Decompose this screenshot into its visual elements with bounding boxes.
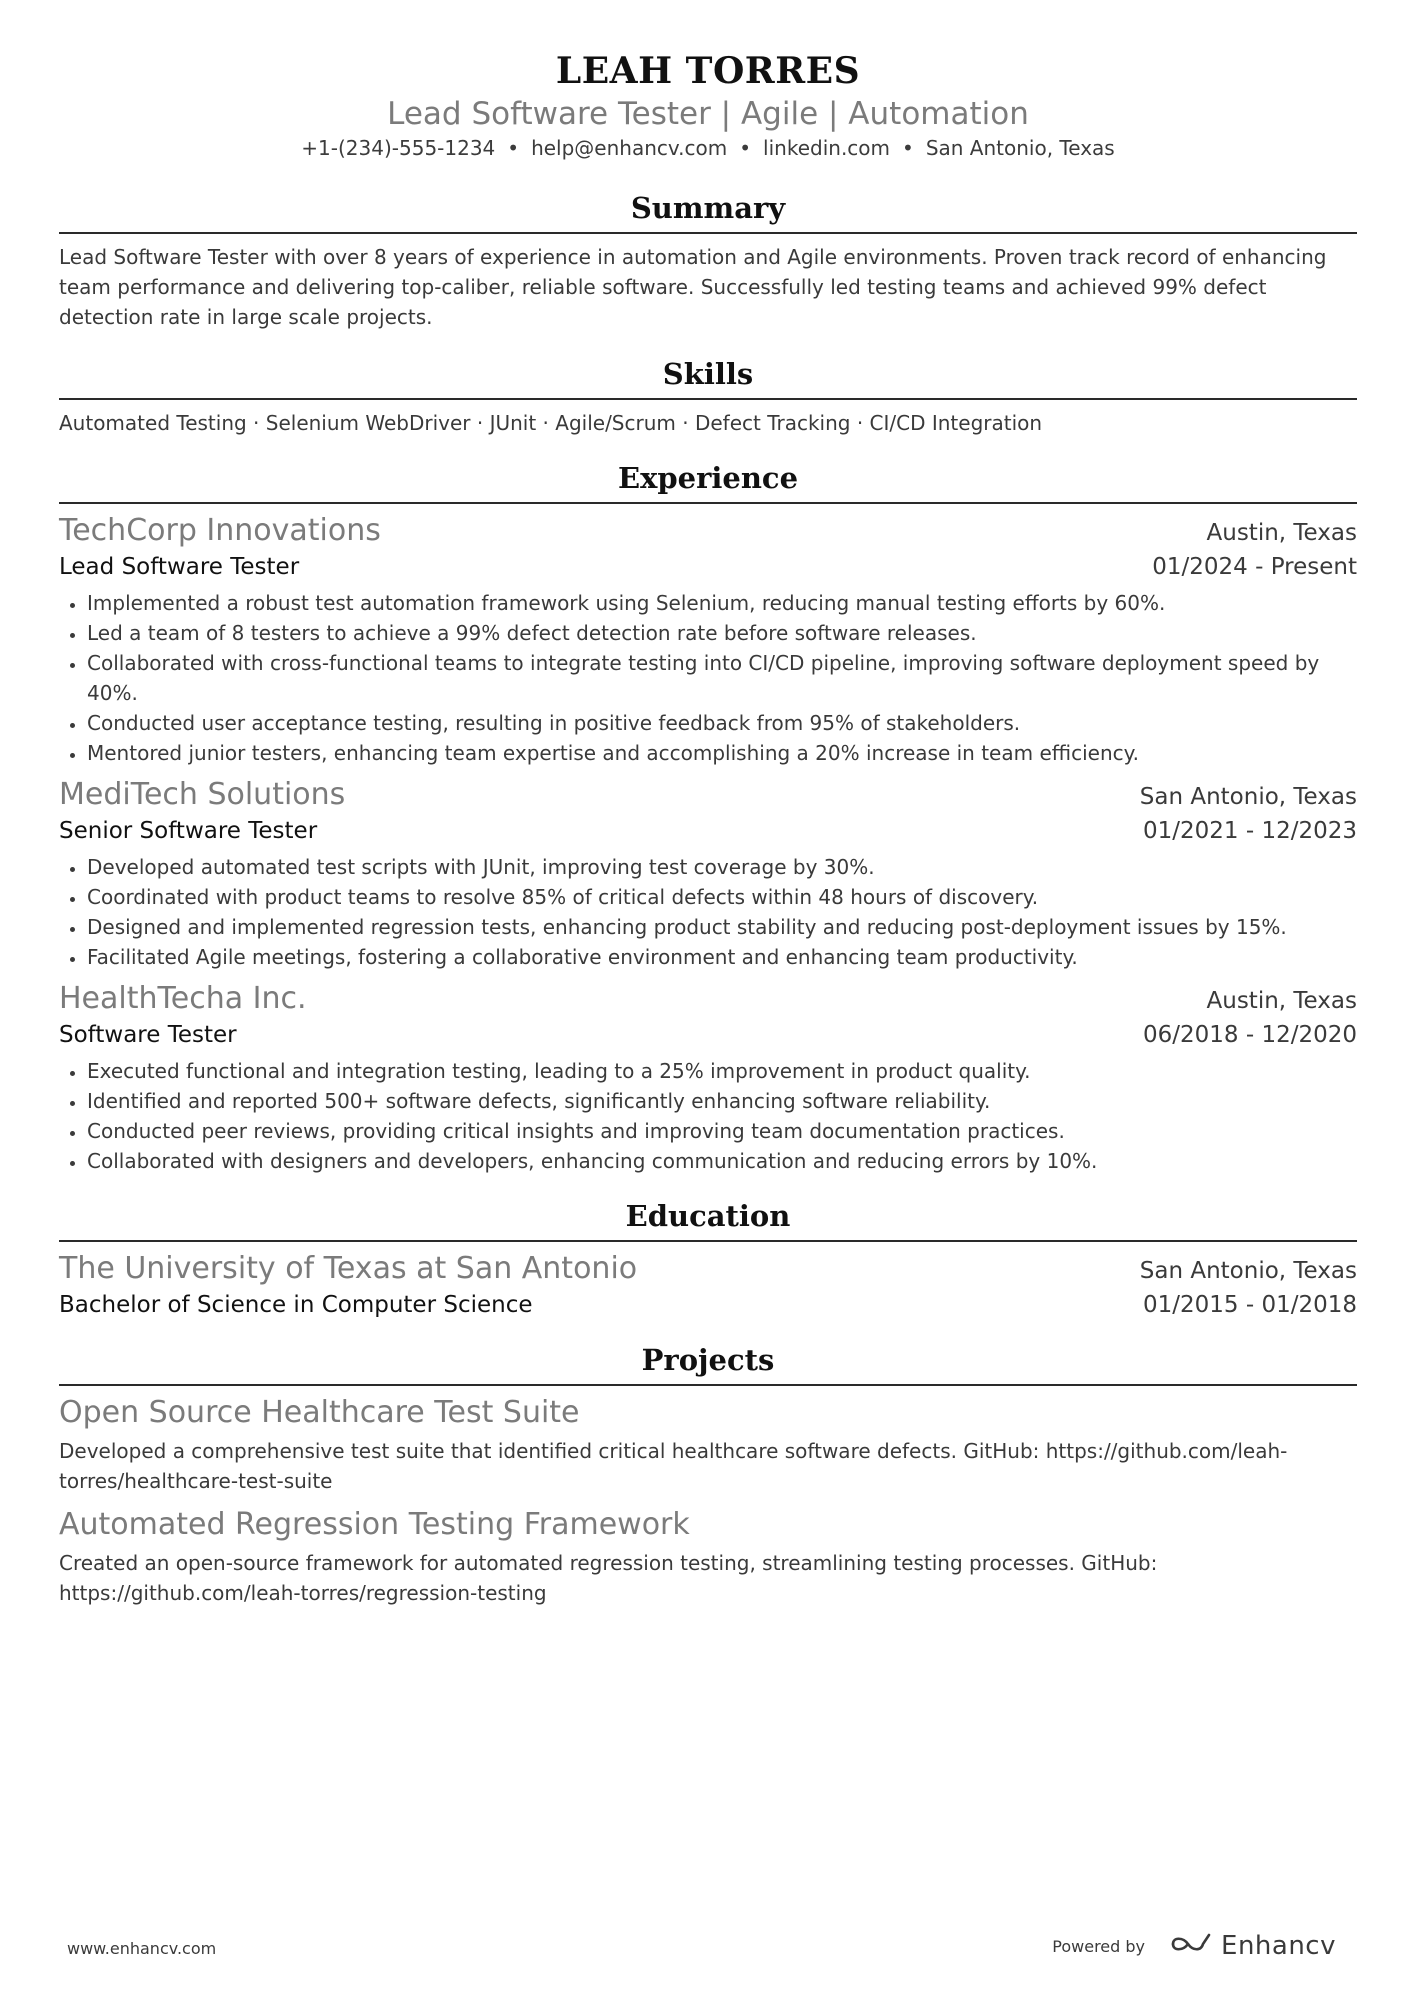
achievement-item: • Mentored junior testers, enhancing team expertise and accomplishing a 20% increase in team efficiency. bbox=[87, 738, 1357, 768]
candidate-name: LEAH TORRES bbox=[555, 50, 861, 92]
section-divider bbox=[59, 502, 1357, 504]
candidate-headline: Lead Software Tester | Agile | Automation bbox=[387, 96, 1029, 132]
job-title: Software Tester bbox=[59, 1022, 237, 1048]
experience-entry bbox=[59, 980, 1357, 1176]
achievement-item: • Led a team of 8 testers to achieve a 99% defect detection rate before software releases. bbox=[87, 618, 1357, 648]
experience-entry bbox=[59, 512, 1357, 768]
achievement-item: • Coordinated with product teams to resolve 85% of critical defects within 48 hours of discovery. bbox=[87, 882, 1357, 912]
project-name: Open Source Healthcare Test Suite bbox=[59, 1395, 580, 1430]
skills-title: Skills bbox=[662, 357, 754, 391]
experience-title: Experience bbox=[617, 461, 799, 495]
achievement-item: • Facilitated Agile meetings, fostering a collaborative environment and enhancing team productivity. bbox=[87, 942, 1357, 972]
skills-list: Automated Testing · Selenium WebDriver · JUnit · Agile/Scrum · Defect Tracking · CI/CD Integration bbox=[59, 411, 1043, 435]
section-divider bbox=[59, 232, 1357, 234]
experience-section bbox=[59, 458, 1357, 1176]
project-name: Automated Regression Testing Framework bbox=[59, 1507, 690, 1542]
achievement-item: • Executed functional and integration testing, leading to a 25% improvement in product quality. bbox=[87, 1056, 1357, 1086]
skills-section bbox=[59, 354, 1357, 438]
job-title: Lead Software Tester bbox=[59, 554, 300, 580]
company-name: TechCorp Innovations bbox=[59, 513, 381, 548]
experience-entry bbox=[59, 776, 1357, 972]
achievement-item: • Conducted peer reviews, providing critical insights and improving team documentation practices. bbox=[87, 1116, 1357, 1146]
summary-text: Lead Software Tester with over 8 years of experience in automation and Agile environments. Proven track record of enhancing team performance and delivering top-caliber, reliable software. Successfully led testing teams and achieved 99% defect detection rate in large scale projects. bbox=[59, 245, 1327, 329]
projects-title: Projects bbox=[641, 1343, 775, 1377]
school-location: San Antonio, Texas bbox=[1139, 1258, 1357, 1284]
projects-section bbox=[59, 1340, 1357, 1608]
achievement-item: • Implemented a robust test automation framework using Selenium, reducing manual testing efforts by 60%. bbox=[87, 588, 1357, 618]
job-achievements bbox=[59, 588, 1357, 768]
achievement-item: • Identified and reported 500+ software defects, significantly enhancing software reliability. bbox=[87, 1086, 1357, 1116]
contact-phone: +1-(234)-555-1234 bbox=[301, 136, 496, 160]
footer-website[interactable]: www.enhancv.com bbox=[67, 1939, 217, 1958]
company-name: HealthTecha Inc. bbox=[59, 981, 307, 1016]
contact-separator: • bbox=[902, 136, 914, 160]
job-location: Austin, Texas bbox=[1206, 520, 1357, 546]
job-location: Austin, Texas bbox=[1206, 988, 1357, 1014]
contact-line bbox=[59, 134, 1357, 162]
achievement-item: • Developed automated test scripts with JUnit, improving test coverage by 30%. bbox=[87, 852, 1357, 882]
job-achievements bbox=[59, 852, 1357, 972]
contact-location: San Antonio, Texas bbox=[925, 136, 1115, 160]
contact-linkedin[interactable]: linkedin.com bbox=[763, 136, 891, 160]
resume-content bbox=[59, 46, 1357, 1608]
section-divider bbox=[59, 1384, 1357, 1386]
project-description: Developed a comprehensive test suite that identified critical healthcare software defects. GitHub: https://github.com/leah-torres/healthcare-test-suite bbox=[59, 1439, 1288, 1493]
education-dates: 01/2015 - 01/2018 bbox=[1142, 1292, 1357, 1318]
achievement-item: • Collaborated with cross-functional teams to integrate testing into CI/CD pipeline, improving software deployment speed by 40%. bbox=[87, 648, 1357, 708]
enhancv-logo-icon bbox=[1169, 1932, 1213, 1960]
contact-email[interactable]: help@enhancv.com bbox=[531, 136, 728, 160]
job-dates: 01/2021 - 12/2023 bbox=[1142, 818, 1357, 844]
project-description: Created an open-source framework for automated regression testing, streamlining testing processes. GitHub: https://github.com/leah-torres/regression-testing bbox=[59, 1551, 1158, 1605]
education-title: Education bbox=[625, 1199, 791, 1233]
summary-title: Summary bbox=[630, 191, 786, 225]
job-dates: 06/2018 - 12/2020 bbox=[1142, 1022, 1357, 1048]
school-name: The University of Texas at San Antonio bbox=[59, 1251, 638, 1286]
achievement-item: • Collaborated with designers and developers, enhancing communication and reducing errors by 10%. bbox=[87, 1146, 1357, 1176]
summary-section bbox=[59, 188, 1357, 332]
footer-branding bbox=[1052, 1931, 1336, 1961]
job-title: Senior Software Tester bbox=[59, 818, 318, 844]
job-location: San Antonio, Texas bbox=[1139, 784, 1357, 810]
achievement-item: • Designed and implemented regression tests, enhancing product stability and reducing post-deployment issues by 15%. bbox=[87, 912, 1357, 942]
education-section bbox=[59, 1196, 1357, 1322]
job-dates: 01/2024 - Present bbox=[1152, 554, 1357, 580]
project-entry bbox=[59, 1506, 1357, 1608]
contact-separator: • bbox=[507, 136, 520, 160]
project-entry bbox=[59, 1394, 1357, 1496]
section-divider bbox=[59, 1240, 1357, 1242]
achievement-item: • Conducted user acceptance testing, resulting in positive feedback from 95% of stakeholders. bbox=[87, 708, 1357, 738]
job-achievements bbox=[59, 1056, 1357, 1176]
degree: Bachelor of Science in Computer Science bbox=[59, 1292, 533, 1318]
brand-name: Enhancv bbox=[1221, 1931, 1336, 1961]
company-name: MediTech Solutions bbox=[59, 777, 346, 812]
section-divider bbox=[59, 398, 1357, 400]
powered-by-label: Powered by bbox=[1052, 1936, 1146, 1956]
contact-separator: • bbox=[739, 136, 752, 160]
